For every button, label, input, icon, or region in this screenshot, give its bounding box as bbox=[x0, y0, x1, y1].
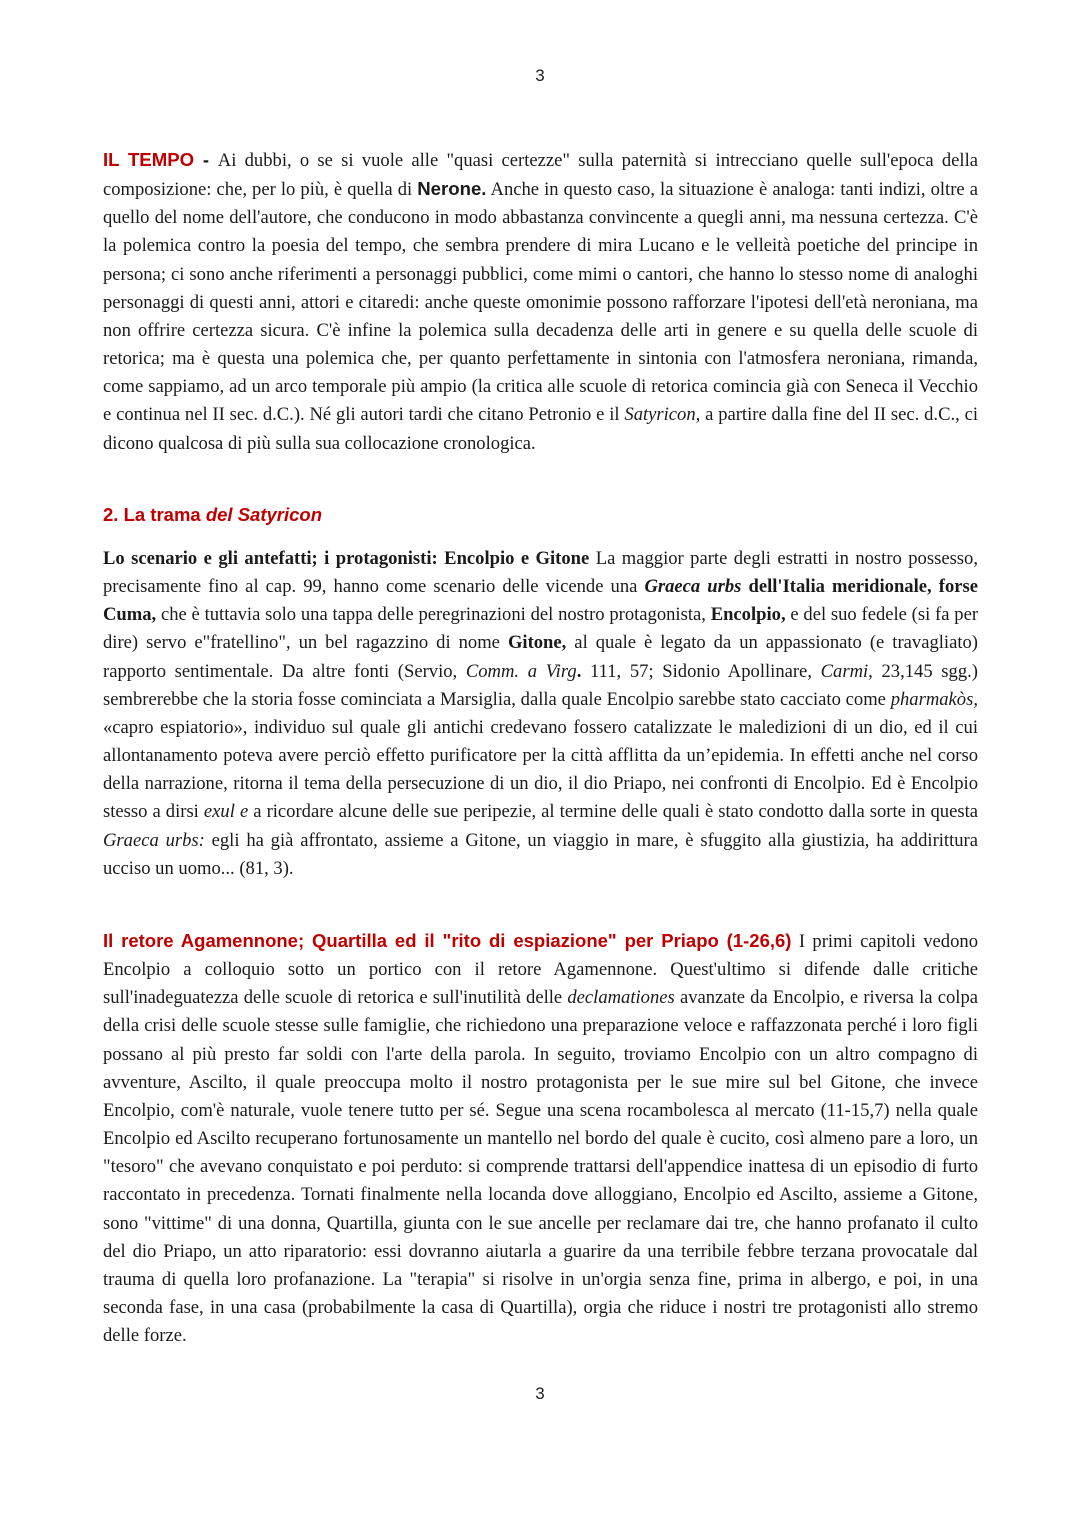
citation-comm: Comm. a Virg bbox=[465, 660, 577, 682]
text: «capro espiatorio», individuo sul quale gli antichi credevano fossero catalizzate le maledizioni di un dio, ed il cui allontanamento poteva avere perciò effetto purificatore per la città afflitta da un’epidemia. In effetti anche nel corso della narrazione, ritorna il tema della persecuzione di un dio, il dio Priapo, nei confronti di Encolpio. Ed è Encolpio stesso a dirsi bbox=[103, 716, 978, 823]
emphasis-gitone: Gitone, bbox=[507, 632, 567, 654]
text: al quale è legato da un appassionato (e travagliato) rapporto sentimentale. Da altre fonti (Servio, bbox=[103, 632, 978, 682]
term-declamationes: declamationes bbox=[567, 987, 675, 1009]
term-graeca-urbs-2: Graeca urbs: bbox=[103, 829, 205, 851]
title-satyricon: Satyricon, bbox=[624, 404, 701, 426]
emphasis-encolpio: Encolpio, bbox=[710, 604, 786, 626]
paragraph-agamennone bbox=[103, 927, 978, 1350]
section-label-il-tempo: IL TEMPO bbox=[103, 149, 195, 170]
text: 23,145 sgg.) sembrerebbe che la storia fosse cominciata a Marsiglia, dalla quale Encolpio sarebbe stato cacciato come bbox=[103, 660, 978, 710]
subheading-agamennone: Il retore Agamennone; Quartilla ed il "rito di espiazione" per Priapo (1-26,6) bbox=[103, 930, 792, 951]
text: che è tuttavia solo una tappa delle peregrinazioni del nostro protagonista, bbox=[156, 604, 711, 626]
text: a partire dalla fine del II sec. d.C., ci dicono qualcosa di più sulla sua collocazione cronologica. bbox=[103, 404, 978, 454]
section-heading-number: 2. La trama bbox=[103, 504, 206, 525]
section-heading-trama bbox=[103, 501, 978, 530]
term-graeca-urbs: Graeca urbs bbox=[644, 576, 742, 598]
page-number-top: 3 bbox=[535, 66, 545, 85]
term-pharmakos: pharmakòs, bbox=[890, 688, 978, 710]
paragraph-scenario bbox=[103, 545, 978, 883]
citation-dot: . bbox=[576, 660, 582, 682]
text: I primi capitoli vedono Encolpio a colloquio sotto un portico con il retore Agamennone. Quest'ultimo si difende dalle critiche sull'inadeguatezza delle scuole di retorica e sull'inutilità delle bbox=[103, 931, 978, 1009]
text: Anche in questo caso, la situazione è analoga: tanti indizi, oltre a quello del nome dell'autore, che conducono in modo abbastanza convincente a quegli anni, ma nessuna certezza. C'è la polemica contro la poesia del tempo, che sembra prendere di mira Lucano e le velleità poetiche del principe in persona; ci sono anche riferimenti a personaggi pubblici, come mimi o cantori, che hanno lo stesso nome di analoghi personaggi di questi anni, attori e citaredi: anche queste omonimie possono rafforzare l'ipotesi dell'età neroniana, ma non offrire certezza sicura. C'è infine la polemica sulla decadenza delle arti in genere e su quella delle scuole di retorica; ma è questa una polemica che, per quanto perfettamente in sintonia con l'atmosfera neroniana, rimanda, come sappiamo, ad un arco temporale più ampio (la critica alle scuole di retorica comincia già con Seneca il Vecchio e continua nel II sec. d.C.). Né gli autori tardi che citano Petronio e il bbox=[103, 179, 978, 426]
paragraph-il-tempo bbox=[103, 146, 978, 458]
section-dash: - bbox=[194, 149, 218, 170]
text: a ricordare alcune delle sue peripezie, al termine delle quali è stato condotto dalla sorte in questa bbox=[248, 801, 978, 823]
citation-carmi: Carmi, bbox=[820, 660, 873, 682]
text: egli ha già affrontato, assieme a Gitone, un viaggio in mare, è sfuggito alla giustizia, ha addirittura ucciso un uomo... (81, 3). bbox=[103, 829, 978, 879]
text: 111, 57; Sidonio Apollinare, bbox=[581, 660, 821, 682]
page-number-bottom: 3 bbox=[535, 1384, 545, 1403]
term-exul: exul e bbox=[203, 801, 249, 823]
text: e del suo fedele (si fa per dire) servo e"fratellino", un bel ragazzino di nome bbox=[103, 604, 979, 654]
text: avanzate da Encolpio, e riversa la colpa della crisi delle scuole stesse sulle famiglie, che richiedono una preparazione veloce e raffazzonata perché i loro figli possano al più presto far soldi con l'arte della parola. In seguito, troviamo Encolpio con un altro compagno di avventure, Ascilto, il quale preoccupa molto il nostro protagonista per le sue mire sul bel Gitone, che invece Encolpio, com'è naturale, vuole tenere tutto per sé. Segue una scena rocambolesca al mercato (11-15,7) nella quale Encolpio ed Ascilto recuperano fortunosamente un mantello nel bordo del quale è cucito, così almeno pare a loro, un "tesoro" che avevano conquistato e poi perduto: si comprende trattarsi dell'appendice inattesa di un episodio di furto raccontato in precedenza. Tornati finalmente nella locanda dove alloggiano, Encolpio ed Ascilto, assieme a Gitone, sono "vittime" di una donna, Quartilla, giunta con le sue ancelle per reclamare dai tre, che hanno profanato il culto del dio Priapo, un atto riparatorio: essi dovranno aiutarla a guarire da una terribile febbre terzana provocatale dal trauma di quella loro profanazione. La "terapia" si risolve in un'orgia senza fine, prima in albergo, e poi, in una seconda fase, in una casa (probabilmente la casa di Quartilla), orgia che riduce i nostri tre protagonisti allo stremo delle forze. bbox=[103, 987, 978, 1347]
text: La maggior parte degli estratti in nostro possesso, precisamente fino al cap. 99, hanno come scenario delle vicende una bbox=[103, 548, 978, 598]
emphasis-cuma: dell'Italia meridionale, forse Cuma, bbox=[103, 576, 978, 626]
text: Ai dubbi, o se si vuole alle "quasi certezze" sulla paternità si intrecciano quelle sull'epoca della composizione: che, per lo più, è quella di bbox=[103, 150, 978, 201]
subheading-scenario: Lo scenario e gli antefatti; i protagonisti: Encolpio e Gitone bbox=[103, 548, 590, 569]
section-heading-title: del Satyricon bbox=[205, 504, 323, 525]
emphasis-nerone: Nerone. bbox=[417, 178, 487, 200]
